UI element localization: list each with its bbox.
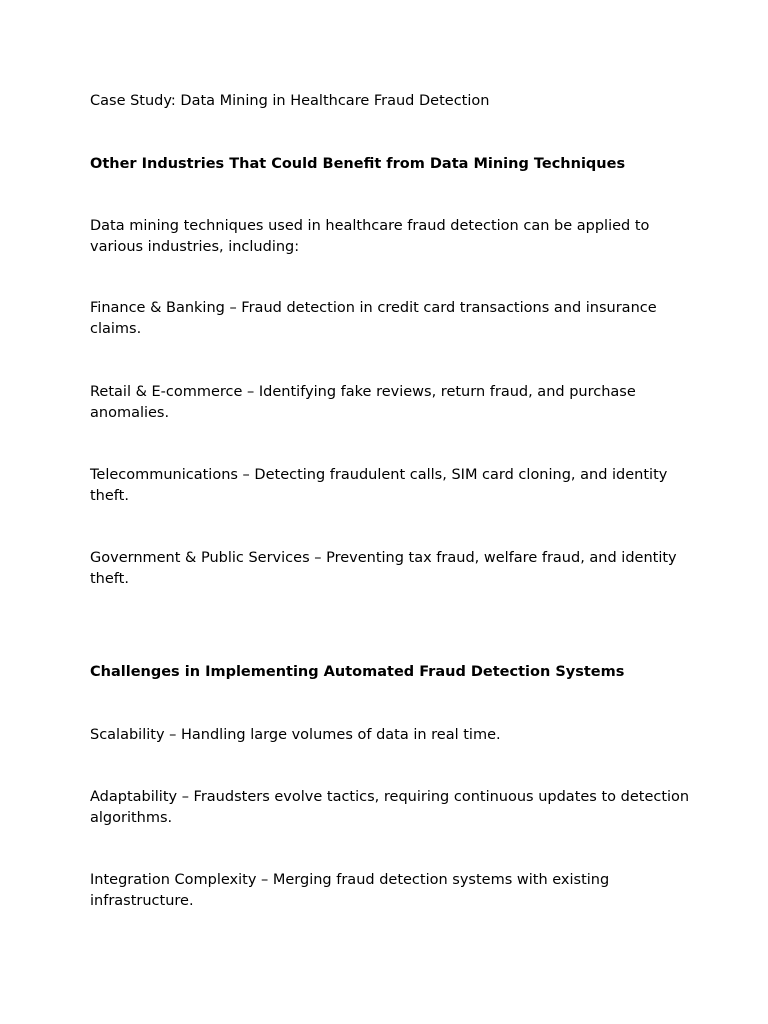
industry-item-telecom: Telecommunications – Detecting fraudulent calls, SIM card cloning, and identity theft. <box>90 467 668 504</box>
challenge-item-integration: Integration Complexity – Merging fraud detection systems with existing infrastructure. <box>90 872 610 909</box>
intro-paragraph: Data mining techniques used in healthcare fraud detection can be applied to various industries, including: <box>90 218 650 255</box>
industry-item-government: Government & Public Services – Preventing tax fraud, welfare fraud, and identity theft. <box>90 550 677 587</box>
document-title: Case Study: Data Mining in Healthcare Fraud Detection <box>90 93 490 109</box>
section-heading-challenges: Challenges in Implementing Automated Fraud Detection Systems <box>90 664 625 680</box>
industry-item-finance: Finance & Banking – Fraud detection in credit card transactions and insurance claims. <box>90 300 657 337</box>
challenge-item-adaptability: Adaptability – Fraudsters evolve tactics, requiring continuous updates to detection algorithms. <box>90 789 690 826</box>
challenge-item-scalability: Scalability – Handling large volumes of data in real time. <box>90 727 501 743</box>
section-heading-industries: Other Industries That Could Benefit from Data Mining Techniques <box>90 156 626 172</box>
industry-item-retail: Retail & E-commerce – Identifying fake reviews, return fraud, and purchase anomalies. <box>90 384 636 421</box>
